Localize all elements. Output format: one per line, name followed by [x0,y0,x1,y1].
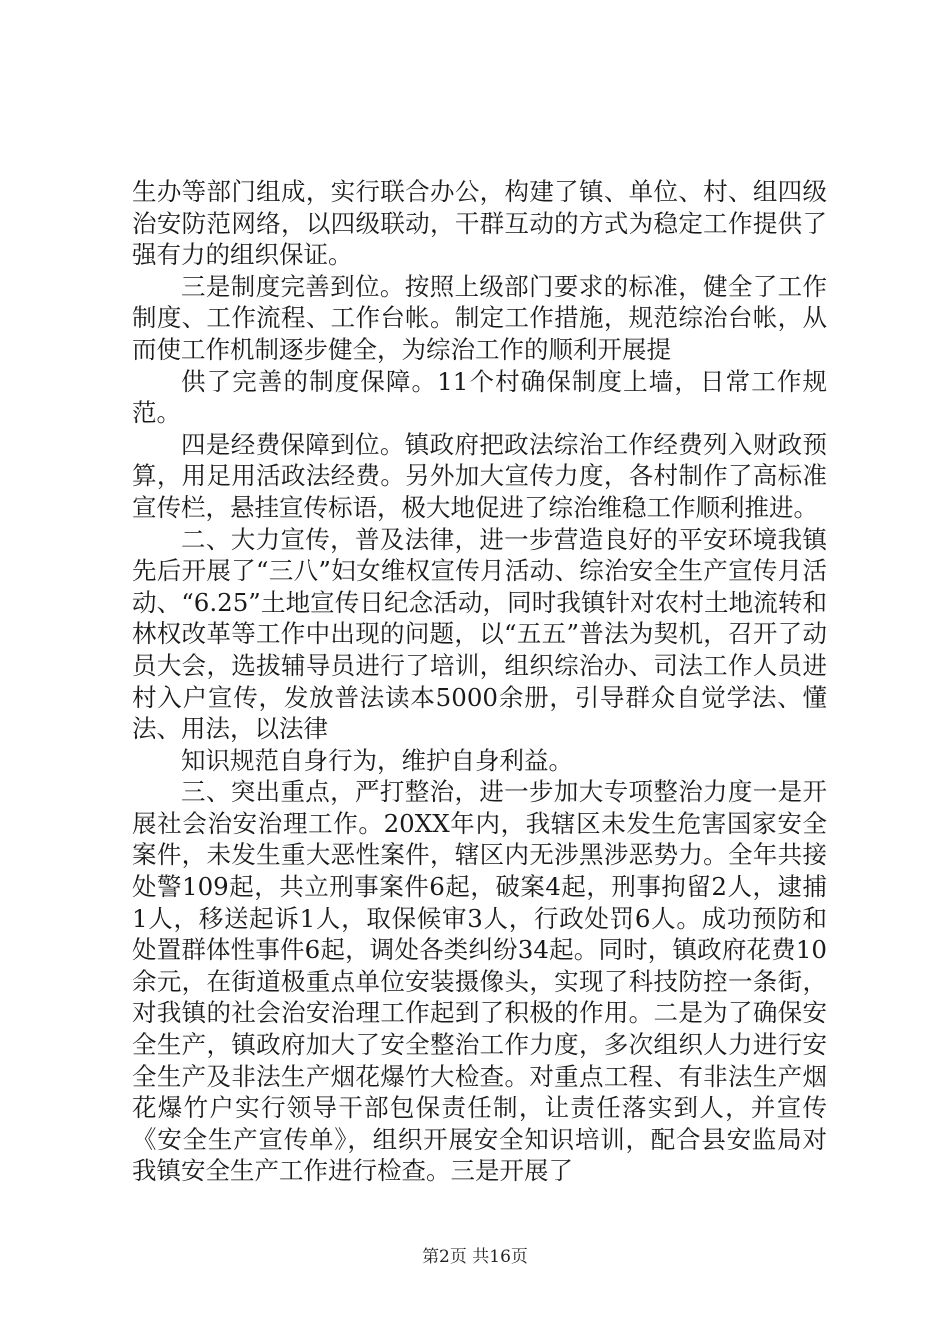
paragraph-1: 生办等部门组成，实行联合办公，构建了镇、单位、村、组四级治安防范网络，以四级联动，干群互动的方式为稳定工作提供了强有力的组织保证。 [132,177,827,270]
paragraph-6: 知识规范自身行为，维护自身利益。 [181,745,573,775]
paragraph-5: 二、大力宣传，普及法律，进一步营造良好的平安环境我镇先后开展了“三八”妇女维权宣传月活动、综治安全生产宣传月活动、“6.25”土地宣传日纪念活动，同时我镇针对农村土地流转和林权改革等工作中出现的问题，以“五五”普法为契机，召开了动员大会，选拔辅导员进行了培训，组织综治办、司法工作人员进村入户宣传，发放普法读本5000余册，引导群众自觉学法、懂法、用法，以法律 [132,524,827,744]
paragraph-2: 三是制度完善到位。按照上级部门要求的标准，健全了工作制度、工作流程、工作台帐。制定工作措施，规范综治台帐，从而使工作机制逐步健全，为综治工作的顺利开展提 [132,271,827,364]
paragraph-3: 供了完善的制度保障。11个村确保制度上墙，日常工作规范。 [132,366,827,428]
document-body [132,176,827,1187]
page-number-footer: 第2页 共16页 [422,1247,528,1267]
paragraph-4: 四是经费保障到位。镇政府把政法综治工作经费列入财政预算，用足用活政法经费。另外加大宣传力度，各村制作了高标准宣传栏，悬挂宣传标语，极大地促进了综治维稳工作顺利推进。 [132,429,827,522]
paragraph-7: 三、突出重点，严打整治，进一步加大专项整治力度一是开展社会治安治理工作。20XX年内，我辖区未发生危害国家安全案件，未发生重大恶性案件，辖区内无涉黑涉恶势力。全年共接处警109起，共立刑事案件6起，破案4起，刑事拘留2人，逮捕1人，移送起诉1人，取保候审3人，行政处罚6人。成功预防和处置群体性事件6起，调处各类纠纷34起。同时，镇政府花费10余元，在街道极重点单位安装摄像头，实现了科技防控一条街，对我镇的社会治安治理工作起到了积极的作用。二是为了确保安全生产，镇政府加大了安全整治工作力度，多次组织人力进行安全生产及非法生产烟花爆竹大检查。对重点工程、有非法生产烟花爆竹户实行领导干部包保责任制，让责任落实到人，并宣传《安全生产宣传单》，组织开展安全知识培训，配合县安监局对我镇安全生产工作进行检查。三是开展了 [132,777,827,1186]
